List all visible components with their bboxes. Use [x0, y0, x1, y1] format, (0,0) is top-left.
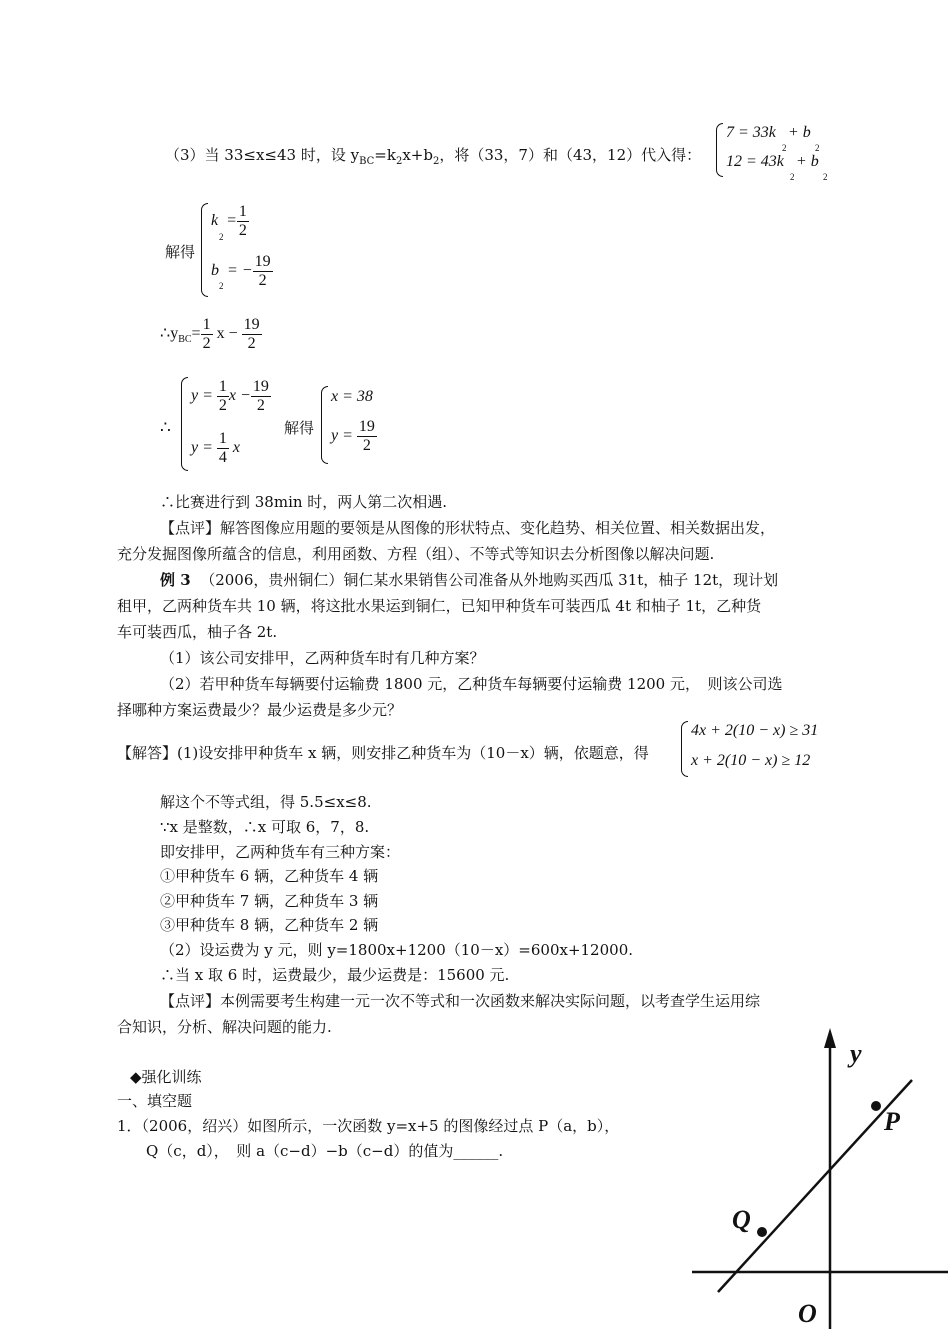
system2-brace [181, 377, 188, 471]
comment2-line1: 【点评】本例需要考生构建一元一次不等式和一次函数来解决实际问题，以考查学生运用综 [160, 992, 761, 1010]
answer-step3: 即安排甲，乙两种货车有三种方案： [160, 843, 401, 861]
answer-line1: 【解答】(1)设安排甲种货车 x 辆，则安排乙种货车为（10－x）辆，依题意，得 [117, 744, 649, 762]
inequality-brace [681, 721, 688, 777]
example3-question2: （2）若甲种货车每辆要付运输费 1800 元，乙种货车每辆要付运输费 1200 元， 则该公司选 [160, 675, 783, 693]
solution-brace [321, 386, 328, 464]
solve-k-sub: 2 [219, 232, 224, 242]
training-heading: ◆强化训练 [130, 1068, 202, 1086]
y-axis-arrow [824, 1028, 836, 1048]
comment1-line2: 充分发掘图像所蕴含的信息，利用函数、方程（组）、不等式等知识去分析图像以解决问题. [117, 545, 715, 563]
answer-option1: ①甲种货车 6 辆，乙种货车 4 辆 [160, 867, 379, 885]
training-section: 一、填空题 [117, 1092, 193, 1110]
system1-sub: 2 [815, 143, 820, 153]
answer-result: ∴当 x 取 6 时，运费最少，最少运费是：15600 元. [160, 966, 510, 984]
question-1-line2: Q（c，d）， 则 a（c−d）−b（c−d）的值为______. [146, 1142, 504, 1160]
answer-step2: ∵x 是整数，∴x 可取 6，7，8. [160, 818, 370, 836]
solve-label: 解得 [165, 243, 196, 261]
ybc-equation: $\therefore y_{BC}=$ $\frac{1}{2}$ x − $\frac{19}{2}$ [160, 316, 260, 352]
system1-line1: 7 = 33k + b [726, 124, 811, 141]
solve-label-2: 解得 [284, 419, 315, 437]
point-q-label: Q [732, 1205, 751, 1234]
example3-line1: 例 3 （2006，贵州铜仁）铜仁某水果销售公司准备从外地购买西瓜 31t，柚子 12t，现计划 [160, 571, 779, 589]
example3-line2: 租甲，乙两种货车共 10 辆，将这批水果运到铜仁，已知甲种货车可装西瓜 4t 和柚子 1t，乙种货 [117, 597, 762, 615]
question-1-line1: 1．（2006，绍兴）如图所示，一次函数 y=x+5 的图像经过点 P（a，b）， [117, 1117, 620, 1135]
answer-step1: 解这个不等式组，得 5.5≤x≤8. [160, 793, 372, 811]
point-p [871, 1101, 881, 1111]
example3-question1: （1）该公司安排甲，乙两种货车时有几种方案？ [160, 649, 485, 667]
point-p-label: P [884, 1107, 900, 1136]
solve-brace [201, 203, 208, 297]
comment2-line2: 合知识，分析、解决问题的能力. [117, 1018, 332, 1036]
inequality-2: x + 2(10 − x) ≥ 12 [691, 752, 811, 769]
conclusion: ∴比赛进行到 38min 时，两人第二次相遇. [160, 493, 448, 511]
system2-line1: y = $\frac{1}{2}$ x − $\frac{19}{2}$ [191, 378, 269, 414]
answer-part2: （2）设运费为 y 元，则 y=1800x+1200（10－x）=600x+12000. [160, 941, 633, 959]
inequality-1: 4x + 2(10 − x) ≥ 31 [691, 722, 819, 739]
answer-option3: ③甲种货车 8 辆，乙种货车 2 辆 [160, 916, 379, 934]
example3-question2b: 择哪种方案运费最少？最少运费是多少元？ [117, 701, 403, 719]
point-q [757, 1227, 767, 1237]
system2-line2: y = $\frac{1}{4}$ x [191, 430, 241, 466]
origin-label: O [798, 1299, 817, 1328]
system1-line2: 12 = 43k + b [726, 153, 819, 170]
function-graph-figure [690, 1024, 950, 1344]
system1-brace [716, 123, 723, 177]
solution-y: y = $\frac{19}{2}$ [331, 418, 375, 454]
part3-intro: （3）当 33≤x≤43 时，设 $y_{BC}=k_2x+b_2$，将（33，7）和（43，12）代入得： [165, 146, 702, 167]
answer-option2: ②甲种货车 7 辆，乙种货车 3 辆 [160, 892, 379, 910]
function-line [718, 1080, 912, 1292]
comment1-line1: 【点评】解答图像应用题的要领是从图像的形状特点、变化趋势、相关位置、相关数据出发， [160, 519, 776, 537]
system1-sub: 2 [790, 172, 795, 182]
example3-line3: 车可装西瓜，柚子各 2t. [117, 623, 278, 641]
therefore-symbol: ∴ [160, 418, 171, 438]
system1-sub: 2 [782, 143, 787, 153]
solution-x: x = 38 [331, 388, 373, 405]
solve-b-sub: 2 [219, 281, 224, 291]
y-axis-label: y [850, 1039, 862, 1068]
solve-b: b = − $\frac{19}{2}$ [211, 253, 271, 289]
system1-sub: 2 [823, 172, 828, 182]
solve-k: k = $\frac{1}{2}$ [211, 203, 247, 239]
